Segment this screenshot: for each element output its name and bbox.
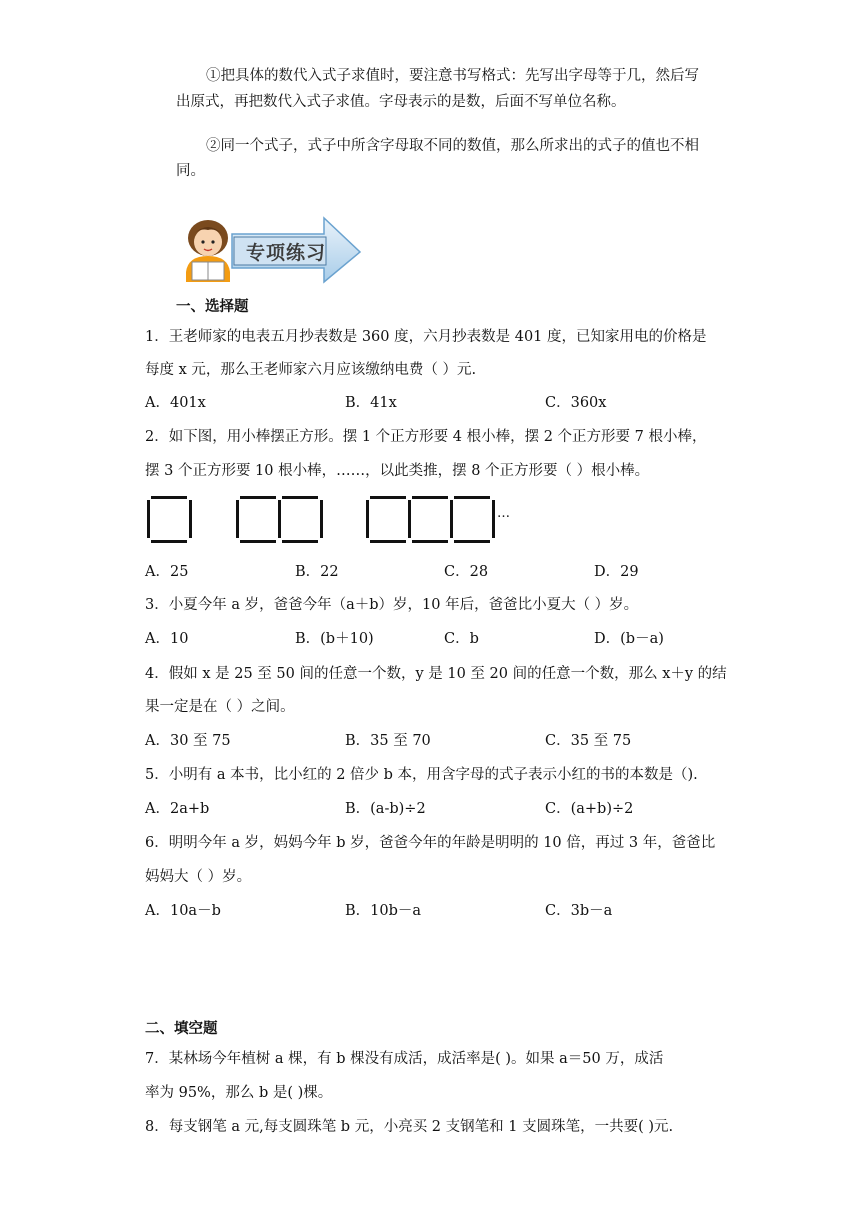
q1-line-1: 1．王老师家的电表五月抄表数是 360 度，六月抄表数是 401 度，已知家用电的价格是 [145, 329, 707, 345]
q6-option-c[interactable]: C．3b－a [545, 903, 613, 919]
note-2-line-1: ②同一个式子，式子中所含字母取不同的数值，那么所求出的式子的值也不相 [206, 138, 699, 154]
q2-line-1: 2．如下图，用小棒摆正方形。摆 1 个正方形要 4 根小棒，摆 2 个正方形要 7 根小棒， [145, 429, 707, 445]
note-2-line-2: 同。 [176, 163, 205, 179]
q2-option-c[interactable]: C．28 [444, 564, 489, 580]
q2-line-2: 摆 3 个正方形要 10 根小棒，……，以此类推，摆 8 个正方形要（ ）根小棒。 [145, 463, 650, 479]
q8-line-1: 8．每支钢笔 a 元,每支圆珠笔 b 元，小亮买 2 支钢笔和 1 支圆珠笔，一共要( )元. [145, 1119, 674, 1135]
q6-option-b[interactable]: B．10b－a [345, 903, 422, 919]
q5-option-c[interactable]: C．(a+b)÷2 [545, 801, 634, 817]
q7-line-1: 7．某林场今年植树 a 棵，有 b 棵没有成活，成活率是( )。如果 a＝50 万，成活 [145, 1051, 664, 1067]
section-1-title: 一、选择题 [176, 299, 249, 315]
q1-option-c[interactable]: C．360x [545, 395, 607, 411]
note-1-line-1: ①把具体的数代入式子求值时，要注意书写格式：先写出字母等于几，然后写 [206, 68, 699, 84]
q4-option-c[interactable]: C．35 至 75 [545, 733, 632, 749]
q2-option-a[interactable]: A．25 [145, 564, 189, 580]
q7-line-2: 率为 95%，那么 b 是( )棵。 [145, 1085, 333, 1101]
one-square [147, 496, 193, 544]
q1-line-2: 每度 x 元，那么王老师家六月应该缴纳电费（ ）元. [145, 362, 477, 378]
q4-line-2: 果一定是在（ ）之间。 [145, 699, 295, 715]
q3-option-b[interactable]: B．(b＋10) [295, 631, 374, 647]
q4-line-1: 4．假如 x 是 25 至 50 间的任意一个数，y 是 10 至 20 间的任意一个数，那么 x＋y 的结 [145, 666, 727, 682]
q2-option-b[interactable]: B．22 [295, 564, 339, 580]
q6-line-2: 妈妈大（ ）岁。 [145, 869, 252, 885]
q5-line-1: 5．小明有 a 本书，比小红的 2 倍少 b 本，用含字母的式子表示小红的书的本数是（). [145, 767, 698, 783]
q6-option-a[interactable]: A．10a－b [145, 903, 221, 919]
q6-line-1: 6．明明今年 a 岁，妈妈今年 b 岁，爸爸今年的年龄是明明的 10 倍，再过 3 年，爸爸比 [145, 835, 716, 851]
two-squares [236, 496, 324, 544]
three-squares [366, 496, 496, 544]
q3-line-1: 3．小夏今年 a 岁，爸爸今年（a＋b）岁，10 年后，爸爸比小夏大（ ）岁。 [145, 597, 639, 613]
q1-option-b[interactable]: B．41x [345, 395, 397, 411]
q3-option-a[interactable]: A．10 [145, 631, 189, 647]
banner-text: 专项练习 [246, 242, 327, 264]
q1-option-a[interactable]: A．401x [145, 395, 206, 411]
section-2-title: 二、填空题 [145, 1021, 218, 1037]
practice-banner [174, 212, 364, 284]
q4-option-a[interactable]: A．30 至 75 [145, 733, 231, 749]
figure-ellipsis: … [497, 506, 510, 521]
q5-option-b[interactable]: B．(a-b)÷2 [345, 801, 426, 817]
q3-option-d[interactable]: D．(b－a) [594, 631, 664, 647]
q4-option-b[interactable]: B．35 至 70 [345, 733, 431, 749]
q5-option-a[interactable]: A．2a+b [145, 801, 210, 817]
note-1-line-2: 出原式，再把数代入式子求值。字母表示的是数，后面不写单位名称。 [176, 94, 626, 110]
q3-option-c[interactable]: C．b [444, 631, 479, 647]
q2-option-d[interactable]: D．29 [594, 564, 639, 580]
